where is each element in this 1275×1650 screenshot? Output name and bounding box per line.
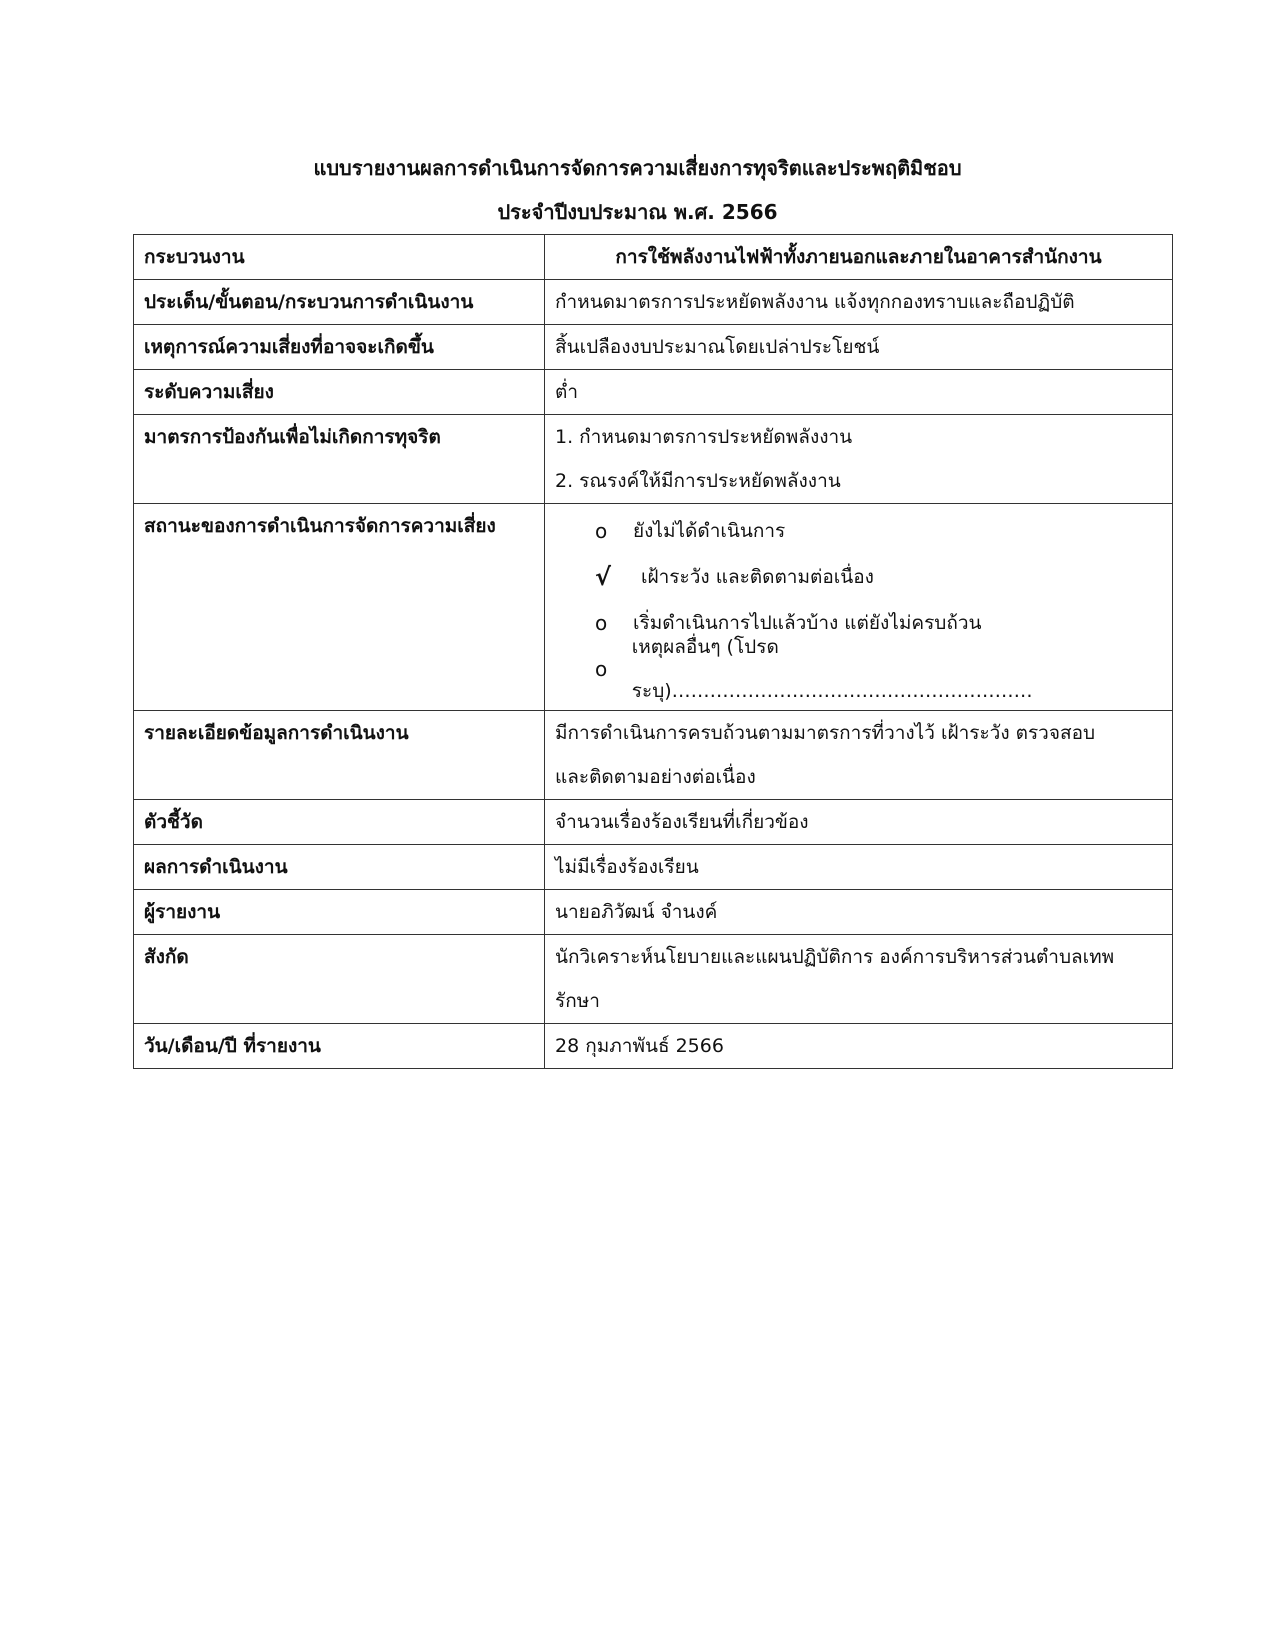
reporter-label: ผู้รายงาน bbox=[134, 890, 545, 935]
process-value: การใช้พลังงานไฟฟ้าทั้งภายนอกและภายในอาคารสำนักงาน bbox=[545, 235, 1173, 280]
row-process bbox=[134, 235, 1173, 280]
result-label: ผลการดำเนินงาน bbox=[134, 845, 545, 890]
affiliation-line: นักวิเคราะห์นโยบายและแผนปฏิบัติการ องค์การบริหารส่วนตำบลเทพ bbox=[555, 946, 1115, 968]
details-label: รายละเอียดข้อมูลการดำเนินงาน bbox=[134, 711, 545, 800]
status-option-other bbox=[555, 636, 1162, 702]
reporter-value: นายอภิวัฒน์ จำนงค์ bbox=[545, 890, 1173, 935]
row-result bbox=[134, 845, 1173, 890]
indicator-value: จำนวนเรื่องร้องเรียนที่เกี่ยวข้อง bbox=[545, 800, 1173, 845]
status-option-label: เหตุผลอื่นๆ (โปรดระบุ)………………………………………………… bbox=[631, 636, 1033, 702]
status-option-monitoring bbox=[555, 554, 1162, 600]
report-title: แบบรายงานผลการดำเนินการจัดการความเสี่ยงการทุจริตและประพฤติมิชอบ bbox=[313, 156, 962, 180]
issue-label: ประเด็น/ขั้นตอน/กระบวนการดำเนินงาน bbox=[134, 280, 545, 325]
status-label: สถานะของการดำเนินการจัดการความเสี่ยง bbox=[134, 504, 545, 711]
prevention-item: 2. รณรงค์ให้มีการประหยัดพลังงาน bbox=[555, 470, 841, 492]
circle-icon: o bbox=[595, 657, 608, 681]
status-option-not-started bbox=[555, 508, 1162, 554]
prevention-item: 1. กำหนดมาตรการประหยัดพลังงาน bbox=[555, 426, 853, 448]
details-line: และติดตามอย่างต่อเนื่อง bbox=[555, 766, 756, 788]
prevention-value bbox=[545, 415, 1173, 504]
row-indicator bbox=[134, 800, 1173, 845]
indicator-label: ตัวชี้วัด bbox=[134, 800, 545, 845]
row-status bbox=[134, 504, 1173, 711]
report-table bbox=[133, 234, 1173, 1069]
affiliation-value bbox=[545, 935, 1173, 1024]
status-option-label: เริ่มดำเนินการไปแล้วบ้าง แต่ยังไม่ครบถ้วน bbox=[633, 612, 982, 634]
risk-level-label: ระดับความเสี่ยง bbox=[134, 370, 545, 415]
report-subtitle: ประจำปีงบประมาณ พ.ศ. 2566 bbox=[497, 200, 778, 224]
row-affiliation bbox=[134, 935, 1173, 1024]
row-risk-level bbox=[134, 370, 1173, 415]
affiliation-line: รักษา bbox=[555, 990, 600, 1012]
risk-event-label: เหตุการณ์ความเสี่ยงที่อาจจะเกิดขึ้น bbox=[134, 325, 545, 370]
row-prevention bbox=[134, 415, 1173, 504]
row-reporter bbox=[134, 890, 1173, 935]
risk-event-value: สิ้นเปลืองงบประมาณโดยเปล่าประโยชน์ bbox=[545, 325, 1173, 370]
circle-icon: o bbox=[595, 519, 608, 543]
row-details bbox=[134, 711, 1173, 800]
details-line: มีการดำเนินการครบถ้วนตามมาตรการที่วางไว้ เฝ้าระวัง ตรวจสอบ bbox=[555, 722, 1096, 744]
row-risk-event bbox=[134, 325, 1173, 370]
risk-level-value: ต่ำ bbox=[545, 370, 1173, 415]
circle-icon: o bbox=[595, 611, 608, 635]
issue-value: กำหนดมาตรการประหยัดพลังงาน แจ้งทุกกองทราบและถือปฏิบัติ bbox=[545, 280, 1173, 325]
row-report-date bbox=[134, 1024, 1173, 1069]
status-options bbox=[545, 504, 1173, 711]
result-value: ไม่มีเรื่องร้องเรียน bbox=[545, 845, 1173, 890]
affiliation-label: สังกัด bbox=[134, 935, 545, 1024]
status-option-label: ยังไม่ได้ดำเนินการ bbox=[633, 520, 786, 542]
process-label: กระบวนงาน bbox=[134, 235, 545, 280]
row-issue bbox=[134, 280, 1173, 325]
prevention-label: มาตรการป้องกันเพื่อไม่เกิดการทุจริต bbox=[134, 415, 545, 504]
checkmark-icon: √ bbox=[595, 563, 612, 591]
report-date-value: 28 กุมภาพันธ์ 2566 bbox=[545, 1024, 1173, 1069]
status-option-label: เฝ้าระวัง และติดตามต่อเนื่อง bbox=[641, 566, 874, 588]
report-date-label: วัน/เดือน/ปี ที่รายงาน bbox=[134, 1024, 545, 1069]
details-value bbox=[545, 711, 1173, 800]
